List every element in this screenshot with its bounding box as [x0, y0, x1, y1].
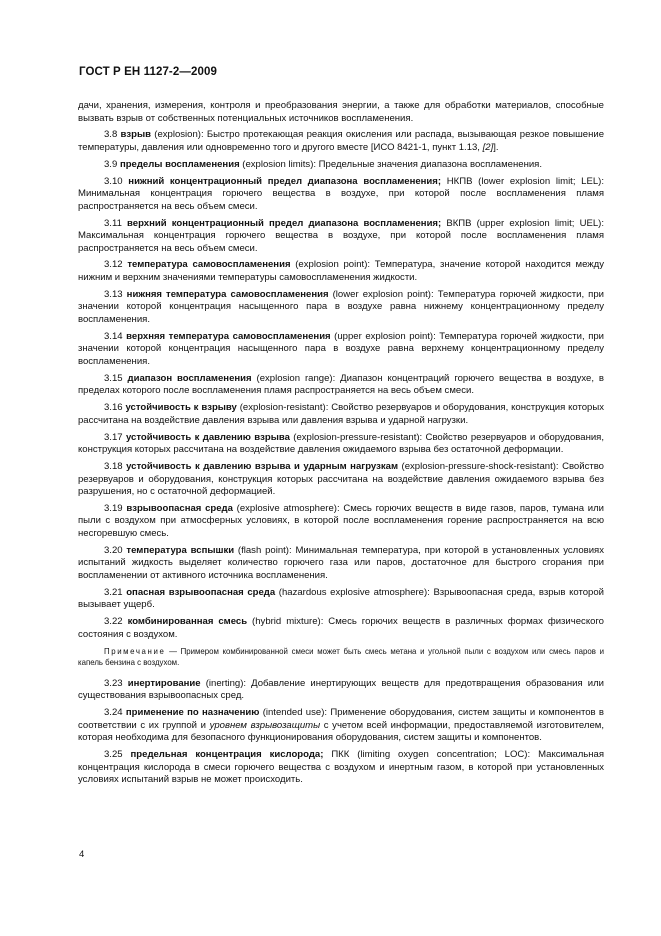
clause-number: 3.23 [104, 677, 123, 689]
definition-text: (explosion limits): Предельные значения диапазона воспламенения. [239, 158, 542, 170]
clause-number: 3.24 [104, 706, 123, 718]
definition-text: НКПВ (lower explosion limit; LEL): Минимальная концентрация горючего вещества в воздухе, при которой после воспламенения пламя распространяется на весь объем смеси. [78, 175, 605, 212]
definition-text: (explosion-pressure-resistant): Свойство резервуаров и оборудования, конструкция которых рассчитана на воздействие давления ожидаемого взрыва без остаточной деформации. [78, 431, 604, 456]
clause-number: 3.14 [104, 330, 123, 342]
definition-3-22 [78, 616, 604, 641]
clause-number: 3.17 [104, 431, 123, 443]
clause-number: 3.13 [104, 288, 123, 300]
definition-text: (hybrid mixture): Смесь горючих веществ в различных формах физического состояния с воздухом. [78, 616, 604, 640]
definition-text: (explosion range): Диапазон концентраций горючего вещества в воздухе, в пределах которого после воспламенения пламя распространяется на весь объем смеси. [78, 372, 604, 397]
clause-number: 3.9 [104, 158, 118, 170]
clause-number: 3.15 [104, 372, 123, 384]
term: диапазон воспламенения [127, 372, 252, 384]
definition-3-24 [78, 707, 604, 745]
clause-number: 3.8 [104, 129, 118, 141]
term: комбинированная смесь [127, 616, 248, 628]
document-body [78, 100, 604, 791]
definition-3-8 [78, 129, 604, 154]
definition-text: (inerting): Добавление инертирующих веществ для предотвращения образования или существования взрывоопасных сред. [78, 677, 605, 702]
term: верхняя температура самовоспламенения [126, 330, 331, 342]
definition-text: ВКПВ (upper explosion limit; UEL): Максимальная концентрация горючего вещества в воздухе, при которой после воспламенения пламя распространяется на весь объем смеси. [78, 217, 604, 254]
clause-number: 3.16 [104, 402, 123, 414]
definition-text: (flash point): Минимальная температура, при которой в установленных условиях испытаний жидкость выделяет количество горючего газа или паров, достаточное для быстрого сгорания при воспламенении от активного источника воспламенения. [78, 544, 604, 582]
note [78, 647, 604, 668]
clause-number: 3.18 [104, 460, 123, 472]
term: температура вспышки [126, 544, 235, 556]
term: нижний концентрационный предел диапазона воспламенения; [128, 175, 442, 187]
clause-number: 3.11 [104, 217, 122, 229]
note-label: Примечание [104, 647, 166, 657]
term: применение по назначению [125, 706, 260, 718]
definition-3-14 [78, 331, 604, 369]
definition-text: (upper explosion point): Температура горючей жидкости, при значении которой концентрация насыщенного пара в воздухе равна верхнему концентрационному пределу воспламенения. [78, 330, 605, 367]
definition-text: (explosive atmosphere): Смесь горючих веществ в виде газов, паров, тумана или пыли с воздухом при атмосферных условиях, в которой после воспламенения горение распространяется на всю несгоревшую смесь. [78, 502, 604, 540]
term: опасная взрывоопасная среда [126, 586, 276, 598]
clause-number: 3.21 [104, 586, 123, 598]
definition-3-23 [78, 678, 604, 703]
term: устойчивость к давлению взрыва [125, 431, 290, 443]
document-header: ГОСТ Р ЕН 1127-2—2009 [79, 66, 217, 78]
term: взрыв [120, 129, 152, 141]
definition-3-10 [78, 176, 604, 214]
definition-text: ПКК (limiting oxygen concentration; LOC): Максимальная концентрация кислорода в смеси горючего вещества с воздухом и инертным газом, в которой при установленных условиях испытаний взрыв не может происходить. [78, 748, 605, 786]
term: нижняя температура самовоспламенения [126, 288, 329, 300]
clause-number: 3.20 [104, 544, 123, 556]
definition-3-21 [78, 587, 604, 612]
clause-number: 3.22 [104, 616, 123, 628]
term: пределы воспламенения [119, 158, 240, 170]
definition-3-25 [78, 749, 604, 787]
definition-3-15 [78, 373, 604, 398]
reference: [2] [482, 141, 494, 153]
italic-term: уровнем взрывозащиты [209, 719, 321, 731]
page-number: 4 [79, 849, 85, 860]
intro-paragraph: дачи, хранения, измерения, контроля и преобразования энергии, а также для обработки материалов, способные вызвать взрыв от собственных потенциальных источников воспламенения. [78, 100, 604, 124]
definition-text: (hazardous explosive atmosphere): Взрывоопасная среда, взрыв которой вызывает ущерб. [78, 586, 605, 611]
term: инертирование [127, 677, 201, 689]
clause-number: 3.10 [104, 175, 123, 187]
definition-text: (explosion-resistant): Свойство резервуаров и оборудования, конструкция которых рассчитана на воздействие давления взрыва или давления взрыва и ударной нагрузки. [78, 402, 605, 426]
definition-3-9 [78, 159, 604, 172]
term: устойчивость к взрыву [125, 402, 237, 414]
definition-text: (explosion): Быстро протекающая реакция окисления или распада, вызывающая резкое повышение температуры, давления или одновременно того и другого вместе [ИСО 8421-1, пункт 1.13, [78, 129, 605, 153]
definition-3-11 [78, 218, 604, 256]
term: устойчивость к давлению взрыва и ударным нагрузкам [126, 460, 399, 472]
definition-3-13 [78, 289, 604, 327]
definition-text: (intended use): Применение оборудования, систем защиты и компонентов в соответствии с их группой и [78, 706, 605, 731]
definition-3-18 [78, 461, 604, 499]
definition-3-16 [78, 402, 604, 427]
definition-text: (explosion-pressure-shock-resistant): Свойство резервуаров и оборудования, конструкция которых рассчитана на воздействие давления ожидаемого взрыва без разрушения, но с остаточной деформацией. [78, 460, 604, 498]
definition-3-20 [78, 545, 604, 583]
definition-3-17 [78, 432, 604, 457]
note-text: — Примером комбинированной смеси может быть смесь метана и угольной пыли с воздухом или смесь паров и капель бензина с воздухом. [78, 647, 604, 667]
term: температура самовоспламенения [127, 259, 291, 271]
definition-text-continued: с учетом всей информации, предоставляемой изготовителем, которая необходима для безопасного функционирования оборудования, систем защиты и компонентов. [78, 719, 604, 744]
definition-end: ]. [493, 141, 499, 153]
clause-number: 3.12 [104, 259, 123, 271]
term: предельная концентрация кислорода; [130, 748, 324, 760]
definition-3-12 [78, 259, 604, 284]
clause-number: 3.25 [104, 748, 123, 760]
definition-3-19 [78, 503, 604, 541]
definition-text: (lower explosion point): Температура горючей жидкости, при значении которой концентрация насыщенного пара в воздухе равна нижнему концентрационному пределу воспламенения. [78, 288, 604, 326]
definition-text: (explosion point): Температура, значение которой находится между нижним и верхним значениями температуры самовоспламенения жидкости. [78, 259, 605, 284]
term: верхний концентрационный предел диапазона воспламенения; [127, 217, 442, 229]
clause-number: 3.19 [104, 502, 123, 514]
term: взрывоопасная среда [126, 502, 233, 514]
